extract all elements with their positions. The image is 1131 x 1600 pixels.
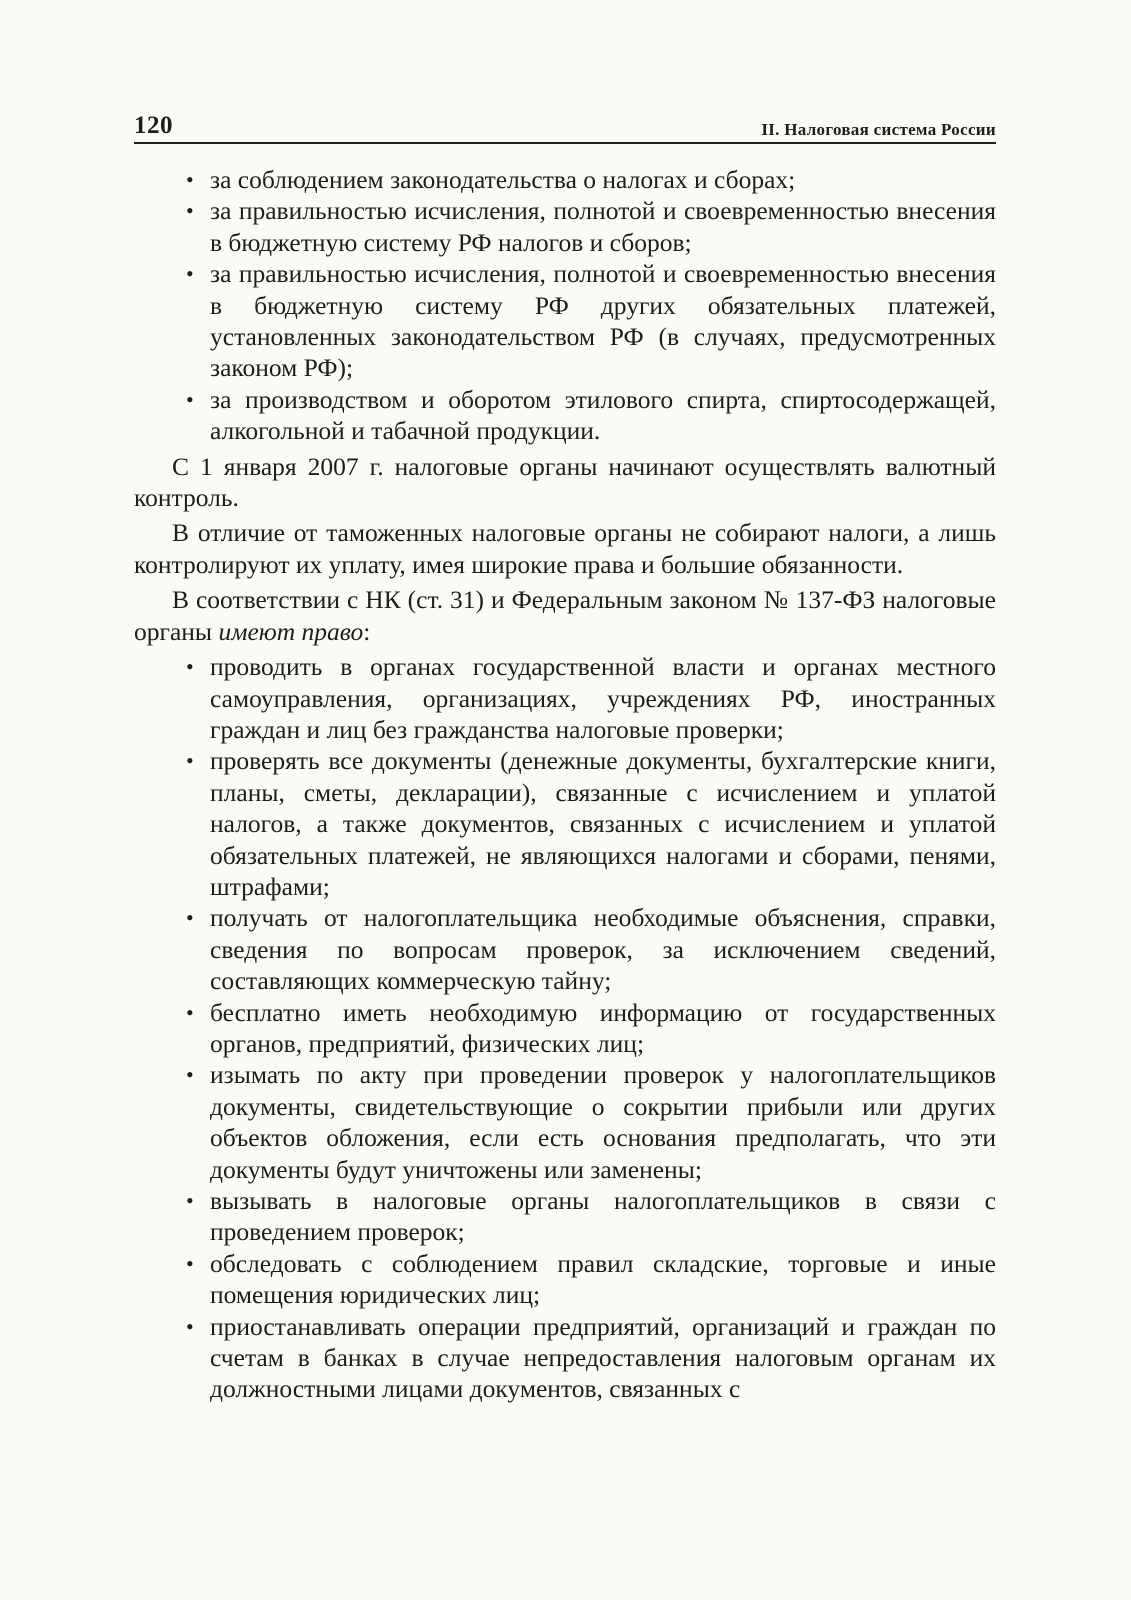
bullet-icon: • [186, 261, 194, 287]
book-page [134, 108, 996, 1405]
page-body [134, 164, 996, 1405]
running-title: II. Налоговая система России [761, 120, 996, 139]
bullet-icon: • [186, 905, 194, 931]
bullet-icon: • [186, 1062, 194, 1088]
list-item: • изымать по акту при проведении проверок у налогоплательщиков документы, свидетельствующие о сокрытии прибыли или других объектов обложения, если есть основания предполагать, что эти документы будут уничтожены или заменены; [186, 1060, 996, 1184]
list-item: • за правильностью исчисления, полнотой и своевременностью внесения в бюджетную систему РФ других обязательных платежей, установленных законодательством РФ (в случаях, предусмотренных законом РФ); [186, 259, 996, 383]
bullet-icon: • [186, 386, 194, 412]
bullet-icon: • [186, 748, 194, 774]
list-item: • проверять все документы (денежные документы, бухгалтерские книги, планы, сметы, декларации), связанные с исчислением и уплатой налогов, а также документов, связанных с исчислением и уплатой обязательных платежей, не являющихся налогами и сборами, пенями, штрафами; [186, 746, 996, 901]
bullet-icon: • [186, 167, 194, 192]
page-header [134, 108, 996, 144]
page-number: 120 [134, 112, 173, 139]
list-item: • за соблюдением законодательства о налогах и сборах; [186, 165, 796, 194]
list-item: • проводить в органах государственной власти и органах местного самоуправления, организациях, учреждениях РФ, иностранных граждан и лиц без гражданства налоговые проверки; [186, 652, 996, 744]
list-item: • за производством и оборотом этилового спирта, спиртосодержащей, алкогольной и табачной продукции. [186, 384, 996, 446]
list-item: • бесплатно иметь необходимую информацию от государственных органов, предприятий, физических лиц; [186, 997, 996, 1058]
list-item: • за правильностью исчисления, полнотой и своевременностью внесения в бюджетную систему РФ налогов и сборов; [186, 196, 996, 257]
list-item: • вызывать в налоговые органы налогоплательщиков в связи с проведением проверок; [186, 1186, 996, 1247]
paragraph-currency-control: С 1 января 2007 г. налоговые органы начинают осуществлять валютный контроль. [134, 451, 996, 513]
bullet-icon: • [186, 198, 194, 224]
list-item: • приостанавливать операции предприятий, организаций и граждан по счетам в банках в случае непредоставления налоговым органам их должностными лицами документов, связанных с [186, 1311, 996, 1404]
rights-list [134, 651, 996, 1405]
control-list [134, 164, 996, 447]
bullet-icon: • [186, 1313, 194, 1339]
paragraph-difference: В отличие от таможенных налоговые органы не собирают налоги, а лишь контролируют их уплату, имея широкие права и большие обязанности. [134, 518, 996, 579]
bullet-icon: • [186, 654, 194, 680]
bullet-icon: • [186, 1250, 194, 1276]
bullet-icon: • [186, 999, 194, 1025]
list-item: • получать от налогоплательщика необходимые объяснения, справки, сведения по вопросам проверок, за исключением сведений, составляющих коммерческую тайну; [186, 903, 996, 996]
paragraph-rights-intro: В соответствии с НК (ст. 31) и Федеральным законом № 137-ФЗ налоговые органы имеют право: [134, 585, 996, 646]
emphasis-rights: имеют право [218, 616, 364, 646]
list-item: • обследовать с соблюдением правил складские, торговые и иные помещения юридических лиц; [186, 1248, 996, 1310]
bullet-icon: • [186, 1188, 194, 1213]
